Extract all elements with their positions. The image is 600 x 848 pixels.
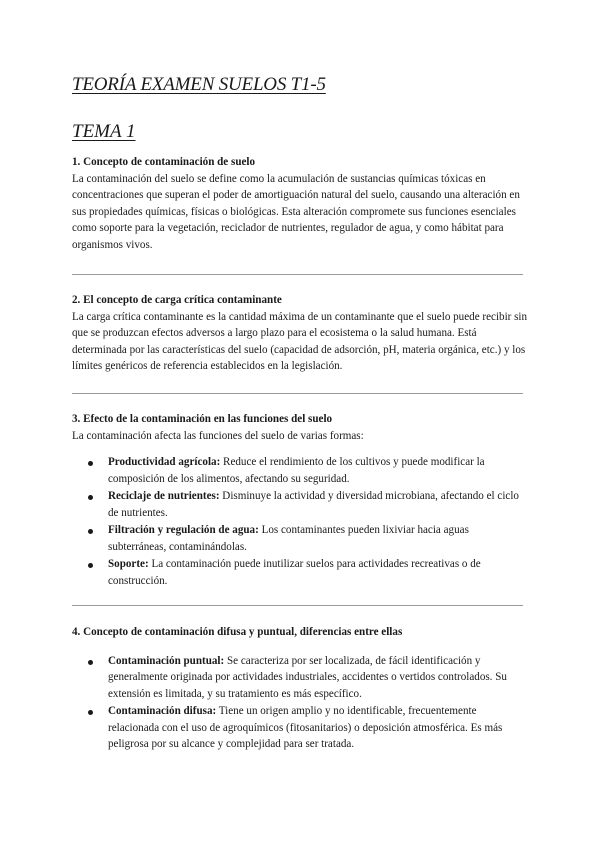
section-heading: 4. Concepto de contaminación difusa y puntual, diferencias entre ellas: [72, 626, 403, 638]
item-label: Contaminación difusa:: [108, 705, 217, 717]
section-body: La contaminación afecta las funciones del suelo de varias formas:: [72, 429, 364, 442]
item-text: Tiene un origen amplio y no identificable, frecuentemente relacionada con el uso de agroquímicos (fitosanitarios) o deposición atmosférica. Es más peligrosa por su alcance y complejidad para ser tratada.: [108, 705, 503, 750]
horizontal-rule: [72, 605, 523, 606]
bullet-icon: [88, 563, 93, 568]
bullet-icon: [88, 495, 93, 500]
list-item: [108, 454, 528, 487]
bullet-icon: [88, 529, 93, 534]
list-item: [108, 703, 528, 753]
list-item: [108, 488, 528, 521]
list-item: [108, 556, 528, 589]
section-body: La contaminación del suelo se define como la acumulación de sustancias químicas tóxicas en concentraciones que superan el poder de amortiguación natural del suelo, causando una alteración en sus propiedades químicas, físicas o biológicas. Esta alteración compromete sus funciones esenciales como soporte para la vegetación, reciclador de nutrientes, regulador de agua, y como hábitat para organismos vivos.: [72, 172, 520, 251]
section-heading: 3. Efecto de la contaminación en las funciones del suelo: [72, 413, 333, 425]
section-3: [72, 411, 528, 590]
horizontal-rule: [72, 274, 523, 275]
bullet-icon: [88, 710, 93, 715]
document-title: TEORÍA EXAMEN SUELOS T1-5: [72, 74, 326, 95]
list-item: [108, 653, 528, 703]
item-text: Disminuye la actividad y diversidad microbiana, afectando el ciclo de nutrientes.: [108, 490, 519, 519]
item-text: Los contaminantes pueden lixiviar hacia aguas subterráneas, contaminándolas.: [108, 524, 469, 553]
section-4: [72, 624, 528, 754]
item-label: Reciclaje de nutrientes:: [108, 490, 220, 502]
bullet-icon: [88, 461, 93, 466]
item-text: Se caracteriza por ser localizada, de fácil identificación y generalmente originada por actividades industriales, accidentes o vertidos controlados. Su extensión es limitada, y su tratamiento es más específico.: [108, 654, 507, 700]
section-heading: 1. Concepto de contaminación de suelo: [72, 156, 256, 168]
item-label: Productividad agrícola:: [108, 456, 221, 468]
list-item: [108, 522, 528, 555]
bullet-icon: [88, 660, 93, 665]
section-body: La carga crítica contaminante es la cantidad máxima de un contaminante que el suelo puede recibir sin que se produzcan efectos adversos a largo plazo para el ecosistema o la salud humana. Está determinada por las características del suelo (capacidad de adsorción, pH, materia orgánica, etc.) y los límites genéricos de referencia establecidos en la legislación.: [72, 310, 528, 372]
item-text: La contaminación puede inutilizar suelos para actividades recreativas o de construcción.: [108, 558, 481, 587]
bullet-list: [72, 454, 528, 589]
section-2: [72, 292, 528, 375]
item-label: Contaminación puntual:: [108, 654, 225, 667]
section-1: [72, 154, 528, 253]
section-heading: 2. El concepto de carga crítica contaminante: [72, 294, 282, 306]
item-text: Reduce el rendimiento de los cultivos y puede modificar la composición de los alimentos, afectando su seguridad.: [108, 456, 485, 485]
item-label: Filtración y regulación de agua:: [108, 524, 259, 536]
horizontal-rule: [72, 393, 523, 394]
tema-heading: TEMA 1: [72, 121, 136, 142]
item-label: Soporte:: [108, 558, 149, 570]
bullet-list: [72, 653, 528, 753]
